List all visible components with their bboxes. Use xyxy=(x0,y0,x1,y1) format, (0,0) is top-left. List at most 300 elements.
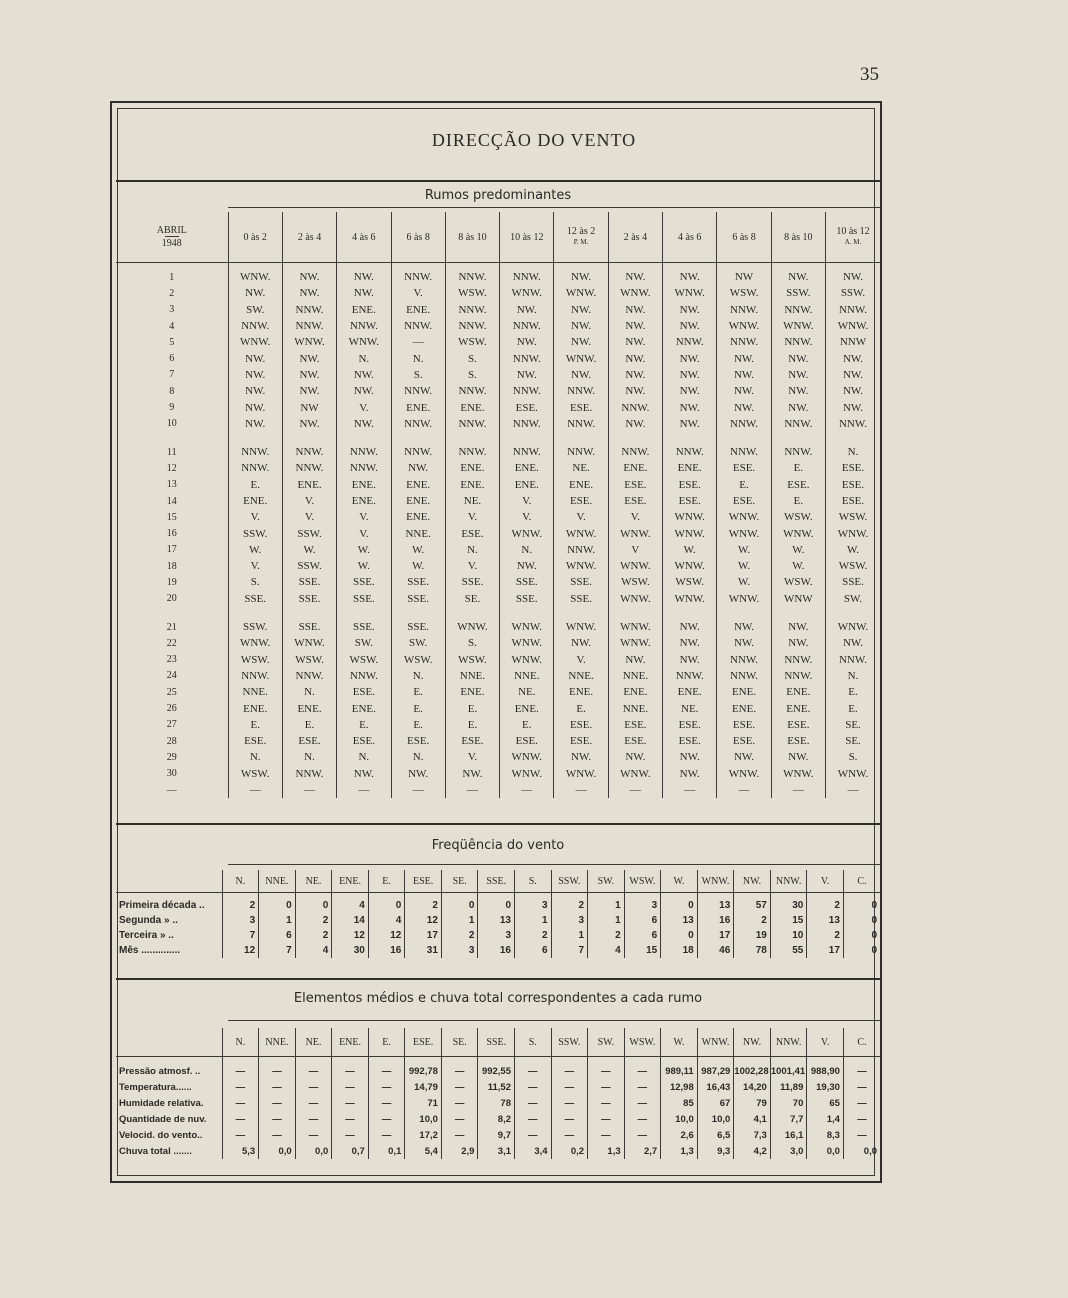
value-cell: 13 xyxy=(697,893,734,914)
value-cell: 13 xyxy=(807,913,844,928)
day-cell: 1 xyxy=(169,271,175,283)
wind-cell: ESE. xyxy=(826,460,881,476)
wind-cell: WNW. xyxy=(554,558,608,574)
wind-cell: SW. xyxy=(228,302,282,318)
value-cell: — xyxy=(295,1111,332,1127)
wind-cell: NW. xyxy=(337,416,391,432)
table-row xyxy=(116,619,880,635)
value-cell: 992,78 xyxy=(405,1057,442,1080)
wind-cell: WNW. xyxy=(608,635,662,651)
wind-cell: NW. xyxy=(663,652,717,668)
value-cell: — xyxy=(441,1057,478,1080)
wind-cell: NW. xyxy=(663,263,717,286)
wind-cell: ENE. xyxy=(554,684,608,700)
column-header: 4 às 6 xyxy=(337,212,391,263)
wind-cell: WSW. xyxy=(228,652,282,668)
value-cell: 17 xyxy=(697,928,734,943)
value-cell: — xyxy=(368,1127,405,1143)
day-cell: 11 xyxy=(166,446,177,458)
divider xyxy=(116,180,880,182)
wind-cell: WNW. xyxy=(771,318,825,334)
wind-cell: NW. xyxy=(608,416,662,432)
wind-cell: W. xyxy=(282,542,336,558)
column-header: W. xyxy=(661,1028,698,1057)
wind-cell: NW. xyxy=(771,635,825,651)
wind-cell: NW. xyxy=(282,350,336,366)
column-header: SSW. xyxy=(551,1028,588,1057)
value-cell: 3 xyxy=(624,893,661,914)
wind-cell: NW. xyxy=(337,766,391,782)
wind-cell: NW. xyxy=(608,263,662,286)
wind-cell: N. xyxy=(282,749,336,765)
wind-cell: WNW. xyxy=(282,635,336,651)
value-cell: — xyxy=(551,1095,588,1111)
wind-cell: WSW. xyxy=(826,509,881,525)
wind-section-title: Rumos predominantes xyxy=(424,188,572,203)
wind-cell: WNW. xyxy=(282,334,336,350)
table-row xyxy=(116,350,880,366)
wind-cell: ESE. xyxy=(771,717,825,733)
value-cell: 7,7 xyxy=(770,1111,807,1127)
table-row xyxy=(116,509,880,525)
column-header: 2 às 4 xyxy=(282,212,336,263)
value-cell: — xyxy=(551,1057,588,1080)
wind-cell: WSW. xyxy=(826,558,881,574)
wind-cell: NNW. xyxy=(663,444,717,460)
value-cell: — xyxy=(295,1127,332,1143)
wind-cell: ENE. xyxy=(391,477,445,493)
table-row xyxy=(116,444,880,460)
wind-cell: — xyxy=(391,334,445,350)
table-row xyxy=(116,893,880,914)
day-cell: 14 xyxy=(166,495,177,507)
column-header: 4 às 6 xyxy=(663,212,717,263)
wind-cell: WNW. xyxy=(500,749,554,765)
wind-cell: V xyxy=(608,542,662,558)
value-cell: 0 xyxy=(843,893,880,914)
value-cell: 17,2 xyxy=(405,1127,442,1143)
column-header: SSW. xyxy=(551,870,588,893)
wind-cell: NNW. xyxy=(337,460,391,476)
wind-cell: NW. xyxy=(391,460,445,476)
wind-cell: ESE. xyxy=(663,717,717,733)
wind-cell: NNW. xyxy=(663,668,717,684)
wind-cell: WNW. xyxy=(337,334,391,350)
wind-cell: ESE. xyxy=(771,733,825,749)
day-cell: 3 xyxy=(169,304,175,316)
wind-cell: NNW. xyxy=(717,444,771,460)
wind-cell: ENE. xyxy=(445,477,499,493)
value-cell: — xyxy=(259,1057,296,1080)
day-cell: 5 xyxy=(169,336,175,348)
table-row xyxy=(116,782,880,798)
value-cell: 16 xyxy=(697,913,734,928)
wind-cell: ESE. xyxy=(337,684,391,700)
wind-cell: NW. xyxy=(608,749,662,765)
day-cell: 12 xyxy=(166,462,177,474)
table-row xyxy=(116,558,880,574)
wind-cell: NW. xyxy=(391,766,445,782)
value-cell: 14 xyxy=(332,913,369,928)
wind-cell: SSE. xyxy=(282,574,336,590)
row-label: Segunda » .. xyxy=(119,915,178,926)
wind-cell: — xyxy=(391,782,445,798)
value-cell: 2 xyxy=(405,893,442,914)
wind-cell: SSE. xyxy=(826,574,881,590)
value-cell: 8,3 xyxy=(807,1127,844,1143)
wind-cell: NW. xyxy=(663,635,717,651)
value-cell: 85 xyxy=(661,1095,698,1111)
wind-direction-table xyxy=(116,212,880,798)
value-cell: 0 xyxy=(843,913,880,928)
wind-cell: ESE. xyxy=(771,477,825,493)
column-header: WNW. xyxy=(697,1028,734,1057)
value-cell: — xyxy=(441,1127,478,1143)
column-header: ENE. xyxy=(332,1028,369,1057)
table-row xyxy=(116,591,880,607)
value-cell: 1 xyxy=(441,913,478,928)
column-header: SE. xyxy=(441,870,478,893)
value-cell: — xyxy=(222,1057,259,1080)
column-header: WSW. xyxy=(624,1028,661,1057)
value-cell: — xyxy=(368,1057,405,1080)
wind-cell: NNW. xyxy=(500,263,554,286)
value-cell: — xyxy=(843,1127,880,1143)
wind-cell: N. xyxy=(391,749,445,765)
value-cell: — xyxy=(222,1095,259,1111)
value-cell: 16 xyxy=(478,943,515,958)
value-cell: 7 xyxy=(551,943,588,958)
wind-cell: NW. xyxy=(663,416,717,432)
wind-cell: NW. xyxy=(663,619,717,635)
divider xyxy=(116,978,880,980)
wind-cell: W. xyxy=(391,558,445,574)
column-header: C. xyxy=(843,870,880,893)
wind-cell: SW. xyxy=(337,635,391,651)
table-row xyxy=(116,1057,880,1080)
wind-cell: ENE. xyxy=(717,684,771,700)
table-row xyxy=(116,263,880,286)
wind-cell: N. xyxy=(445,542,499,558)
column-header: SSE. xyxy=(478,870,515,893)
wind-cell: ENE. xyxy=(445,684,499,700)
row-label: Quantidade de nuv. xyxy=(119,1113,207,1125)
wind-cell: NE. xyxy=(554,460,608,476)
wind-cell: E. xyxy=(282,717,336,733)
wind-cell: NW. xyxy=(771,383,825,399)
wind-cell: WNW. xyxy=(554,350,608,366)
column-header: SW. xyxy=(588,870,625,893)
value-cell: 1,4 xyxy=(807,1111,844,1127)
value-cell: 4 xyxy=(368,913,405,928)
wind-cell: ESE. xyxy=(228,733,282,749)
wind-cell: WNW. xyxy=(554,285,608,301)
wind-cell: NW. xyxy=(554,263,608,286)
wind-cell: NNW. xyxy=(391,416,445,432)
wind-cell: NW. xyxy=(554,635,608,651)
wind-cell: ENE. xyxy=(282,477,336,493)
value-cell: — xyxy=(332,1127,369,1143)
wind-cell: WNW. xyxy=(500,619,554,635)
value-cell: 2 xyxy=(295,913,332,928)
wind-cell: WSW. xyxy=(391,652,445,668)
wind-cell: NW. xyxy=(228,383,282,399)
day-cell: 26 xyxy=(166,703,177,715)
value-cell: — xyxy=(551,1079,588,1095)
wind-cell: ESE. xyxy=(717,717,771,733)
wind-cell: — xyxy=(554,782,608,798)
wind-cell: N. xyxy=(228,749,282,765)
wind-cell: ENE. xyxy=(337,493,391,509)
wind-cell: WNW xyxy=(771,591,825,607)
wind-cell: — xyxy=(337,782,391,798)
wind-cell: — xyxy=(608,782,662,798)
value-cell: 16,1 xyxy=(770,1127,807,1143)
value-cell: 2 xyxy=(515,928,552,943)
wind-cell: E. xyxy=(826,700,881,716)
value-cell: 17 xyxy=(405,928,442,943)
wind-cell: N. xyxy=(826,444,881,460)
wind-cell: S. xyxy=(391,367,445,383)
wind-cell: ESE. xyxy=(717,460,771,476)
wind-cell: SSE. xyxy=(282,619,336,635)
wind-cell: ENE. xyxy=(608,460,662,476)
value-cell: 3 xyxy=(478,928,515,943)
table-row xyxy=(116,766,880,782)
value-cell: 1 xyxy=(259,913,296,928)
table-row xyxy=(116,668,880,684)
wind-cell: WNW. xyxy=(500,285,554,301)
wind-cell: ENE. xyxy=(337,477,391,493)
day-cell: 2 xyxy=(169,287,175,299)
wind-cell: SSE. xyxy=(500,591,554,607)
wind-cell: NW. xyxy=(717,383,771,399)
wind-cell: ESE. xyxy=(826,493,881,509)
day-cell: 7 xyxy=(169,369,175,381)
value-cell: 18 xyxy=(661,943,698,958)
wind-cell: WNW. xyxy=(608,591,662,607)
wind-cell: NW. xyxy=(337,263,391,286)
wind-cell: V. xyxy=(337,525,391,541)
wind-cell: ESE. xyxy=(608,493,662,509)
wind-cell: NW. xyxy=(228,367,282,383)
wind-cell: NW. xyxy=(826,399,881,415)
wind-cell: NNW. xyxy=(826,652,881,668)
value-cell: 0,1 xyxy=(368,1143,405,1159)
wind-cell: NW. xyxy=(826,367,881,383)
wind-cell: W. xyxy=(391,542,445,558)
value-cell: — xyxy=(843,1057,880,1080)
value-cell: 71 xyxy=(405,1095,442,1111)
value-cell: — xyxy=(332,1057,369,1080)
value-cell: — xyxy=(295,1057,332,1080)
wind-cell: W. xyxy=(717,558,771,574)
value-cell: 0 xyxy=(368,893,405,914)
value-cell: 1,3 xyxy=(661,1143,698,1159)
wind-cell: E. xyxy=(228,717,282,733)
wind-cell: NW. xyxy=(228,285,282,301)
wind-cell: NNW. xyxy=(337,444,391,460)
wind-cell: WNW. xyxy=(717,525,771,541)
wind-cell: WNW. xyxy=(717,509,771,525)
wind-cell: ENE. xyxy=(337,700,391,716)
wind-cell: NNW. xyxy=(554,542,608,558)
value-cell: 1 xyxy=(588,893,625,914)
value-cell: 0 xyxy=(843,928,880,943)
day-cell: 29 xyxy=(166,751,177,763)
day-cell: 20 xyxy=(166,593,177,605)
wind-cell: ESE. xyxy=(663,493,717,509)
wind-cell: ESE. xyxy=(282,733,336,749)
wind-cell: NW. xyxy=(608,652,662,668)
day-cell: — xyxy=(166,784,177,796)
value-cell: 0 xyxy=(259,893,296,914)
wind-cell: NNW. xyxy=(771,668,825,684)
value-cell: 12 xyxy=(368,928,405,943)
wind-cell: WNW. xyxy=(663,558,717,574)
table-row xyxy=(116,416,880,432)
wind-cell: NNW. xyxy=(282,460,336,476)
wind-cell: NW. xyxy=(771,619,825,635)
wind-cell: NNE. xyxy=(608,700,662,716)
wind-cell: NNW. xyxy=(337,318,391,334)
value-cell: 57 xyxy=(734,893,771,914)
day-cell: 18 xyxy=(166,560,177,572)
wind-cell: N. xyxy=(826,668,881,684)
row-label: Mês .............. xyxy=(119,945,181,956)
wind-cell: NNW. xyxy=(500,416,554,432)
wind-cell: ESE. xyxy=(826,477,881,493)
wind-cell: NW. xyxy=(554,302,608,318)
wind-cell: NW. xyxy=(500,367,554,383)
wind-cell: WNW. xyxy=(445,619,499,635)
wind-cell: ESE. xyxy=(445,525,499,541)
wind-cell: NW. xyxy=(228,399,282,415)
wind-cell: NNW. xyxy=(554,383,608,399)
frequency-section-title: Freqüência do vento xyxy=(431,838,565,853)
wind-cell: W. xyxy=(771,558,825,574)
wind-cell: ENE. xyxy=(663,684,717,700)
wind-cell: NW. xyxy=(554,318,608,334)
wind-cell: NNW. xyxy=(717,334,771,350)
value-cell: 1 xyxy=(515,913,552,928)
wind-cell: WSW. xyxy=(337,652,391,668)
wind-cell: NNW. xyxy=(445,318,499,334)
wind-cell: NW. xyxy=(663,302,717,318)
value-cell: 2 xyxy=(222,893,259,914)
wind-cell: — xyxy=(282,782,336,798)
wind-cell: NW. xyxy=(771,263,825,286)
row-label: Terceira » .. xyxy=(119,930,174,941)
value-cell: 7 xyxy=(222,928,259,943)
row-label: Pressão atmosf. .. xyxy=(119,1065,201,1077)
value-cell: — xyxy=(515,1095,552,1111)
wind-cell: SSE. xyxy=(554,591,608,607)
value-cell: 3 xyxy=(441,943,478,958)
wind-cell: NW. xyxy=(663,383,717,399)
value-cell: 988,90 xyxy=(807,1057,844,1080)
wind-cell: NW. xyxy=(771,399,825,415)
wind-cell: ENE. xyxy=(228,700,282,716)
value-cell: 4,2 xyxy=(734,1143,771,1159)
table-row xyxy=(116,318,880,334)
column-header: E. xyxy=(368,1028,405,1057)
wind-cell: V. xyxy=(391,285,445,301)
wind-cell: NW. xyxy=(608,334,662,350)
wind-cell: V. xyxy=(554,652,608,668)
wind-cell: SSE. xyxy=(445,574,499,590)
value-cell: 2 xyxy=(551,893,588,914)
value-cell: 2 xyxy=(734,913,771,928)
value-cell: 70 xyxy=(770,1095,807,1111)
wind-cell: NNW. xyxy=(500,444,554,460)
wind-cell: WSW. xyxy=(608,574,662,590)
wind-cell: V. xyxy=(228,558,282,574)
wind-cell: SSE. xyxy=(337,591,391,607)
day-cell: 19 xyxy=(166,576,177,588)
day-cell: 16 xyxy=(166,528,177,540)
column-header: 12 às 2 P. M. xyxy=(554,212,608,263)
wind-cell: ENE. xyxy=(608,684,662,700)
value-cell: — xyxy=(441,1095,478,1111)
wind-cell: ENE. xyxy=(445,460,499,476)
table-row xyxy=(116,493,880,509)
value-cell: 0 xyxy=(295,893,332,914)
wind-cell: NNW. xyxy=(282,668,336,684)
value-cell: — xyxy=(843,1111,880,1127)
wind-cell: ENE. xyxy=(500,477,554,493)
wind-cell: NW. xyxy=(608,302,662,318)
wind-cell: W. xyxy=(228,542,282,558)
wind-cell: NW. xyxy=(282,285,336,301)
table-row xyxy=(116,635,880,651)
wind-cell: NW xyxy=(717,263,771,286)
wind-cell: SE. xyxy=(826,717,881,733)
wind-cell: NW. xyxy=(445,766,499,782)
wind-cell: WNW. xyxy=(608,558,662,574)
value-cell: 31 xyxy=(405,943,442,958)
wind-cell: NW. xyxy=(771,350,825,366)
wind-cell: NNW. xyxy=(663,334,717,350)
table-row xyxy=(116,684,880,700)
wind-cell: WNW. xyxy=(771,525,825,541)
wind-cell: NNW. xyxy=(771,416,825,432)
table-row xyxy=(116,383,880,399)
wind-cell: NW. xyxy=(663,766,717,782)
wind-cell: ESE. xyxy=(717,733,771,749)
wind-cell: SSW. xyxy=(282,558,336,574)
column-header: NE. xyxy=(295,1028,332,1057)
wind-cell: NNW. xyxy=(228,460,282,476)
wind-cell: — xyxy=(771,782,825,798)
value-cell: 4 xyxy=(588,943,625,958)
wind-cell: ENE. xyxy=(554,477,608,493)
wind-cell: NNW. xyxy=(282,302,336,318)
table-row xyxy=(116,1111,880,1127)
wind-cell: WNW. xyxy=(826,619,881,635)
column-header: NNE. xyxy=(259,870,296,893)
wind-cell: E. xyxy=(228,477,282,493)
column-header: 0 às 2 xyxy=(228,212,282,263)
wind-cell: NNW. xyxy=(717,302,771,318)
wind-cell: NW. xyxy=(717,399,771,415)
wind-cell: V. xyxy=(500,509,554,525)
value-cell: 79 xyxy=(734,1095,771,1111)
value-cell: 5,3 xyxy=(222,1143,259,1159)
value-cell: 0,0 xyxy=(259,1143,296,1159)
value-cell: — xyxy=(259,1095,296,1111)
value-cell: — xyxy=(588,1095,625,1111)
